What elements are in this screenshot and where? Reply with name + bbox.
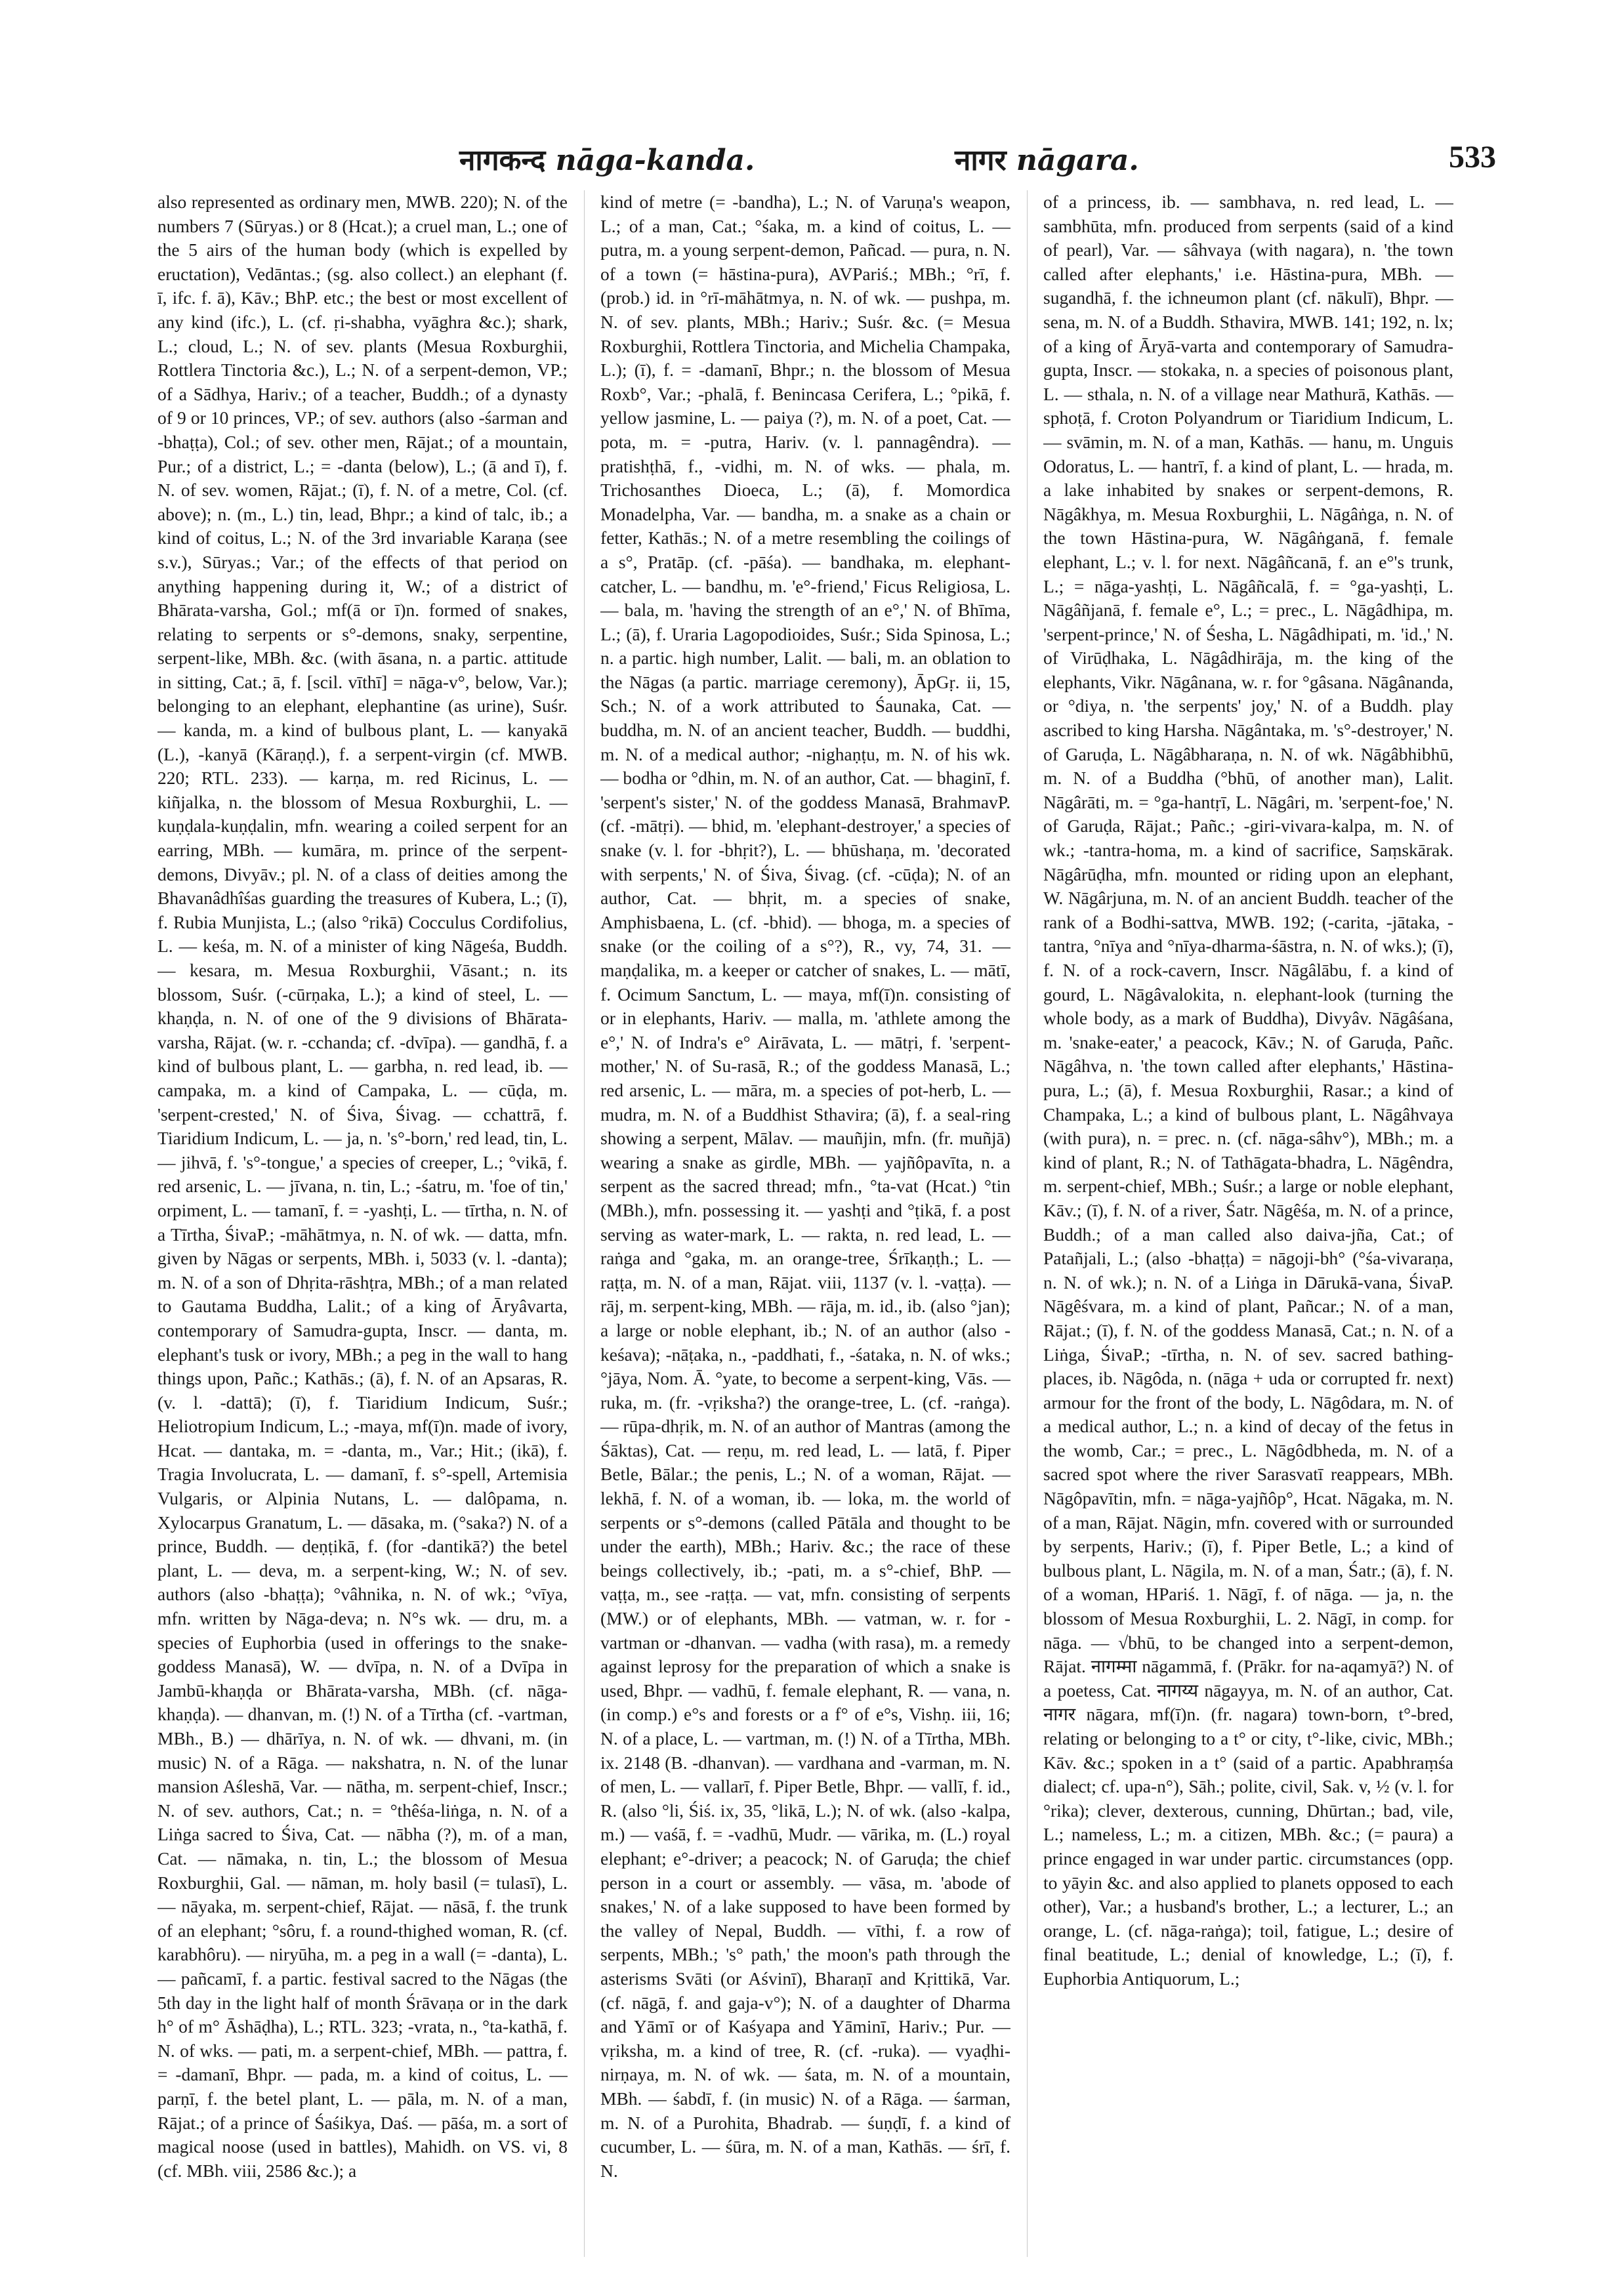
running-header xyxy=(157,139,1496,185)
column-1 xyxy=(157,190,568,2257)
left-headword-roman: nāga-kanda. xyxy=(555,144,755,177)
column-1-text: also represented as ordinary men, MWB. 220); N. of the numbers 7 (Sūryas.) or 8 (Hcat.); a cruel man, L.; one of the 5 airs of the human body (which is expelled by eructation), Vedāntas.; (sg. also collect.) an elephant (f. ī, ifc. f. ā), Kāv.; BhP. etc.; the best or most excellent of any kind (ifc.), L. (cf. ṛi-shabha, vyāghra &c.); shark, L.; cloud, L.; N. of sev. plants (Mesua Roxburghii, Rottlera Tinctoria &c.), L.; N. of a serpent-demon, VP.; of a Sādhya, Hariv.; of a teacher, Buddh.; of a dynasty of 9 or 10 princes, VP.; of sev. authors (also -śarman and -bhaṭṭa), Col.; of sev. other men, Rājat.; of a mountain, Pur.; of a district, L.; = -danta (below), L.; (ā and ī), f. N. of sev. women, Rājat.; (ī), f. N. of a metre, Col. (cf. above); n. (m., L.) tin, lead, Bhpr.; a kind of talc, ib.; a kind of coitus, L.; N. of the 3rd invariable Karaṇa (see s.v.), Sūryas.; Var.; of the effects of that period on anything happening during it, W.; of a district of Bhārata-varsha, Gol.; mf(ā or ī)n. formed of snakes, relating to serpents or s°-demons, snaky, serpentine, serpent-like, MBh. &c. (with āsana, n. a partic. attitude in sitting, Cat.; ā, f. [scil. vīthī] = nāga-v°, below, Var.); belonging to an elephant, elephantine (as urine), Suśr. — kanda, m. a kind of bulbous plant, L. — kanyakā (L.), -kanyā (Kāraṇḍ.), f. a serpent-virgin (cf. MWB. 220; RTL. 233). — karṇa, m. red Ricinus, L. — kiñjalka, n. the blossom of Mesua Roxburghii, L. — kuṇḍala-kuṇḍalin, mfn. wearing a coiled serpent for an earring, MBh. — kumāra, m. prince of the serpent-demons, Divyāv.; pl. N. of a class of deities among the Bhavanâdhîśas guarding the treasures of Kubera, L.; (ī), f. Rubia Munjista, L.; (also °rikā) Cocculus Cordifolius, L. — keśa, m. N. of a minister of king Nāgeśa, Buddh. — kesara, m. Mesua Roxburghii, Vāsant.; n. its blossom, Suśr. (-cūrṇaka, L.); a kind of steel, L. — khaṇḍa, n. N. of one of the 9 divisions of Bhārata-varsha, Rājat. (w. r. -cchanda; cf. -dvīpa). — gandhā, f. a kind of bulbous plant, L. — garbha, n. red lead, ib. — campaka, m. a kind of Campaka, L. — cūḍa, m. 'serpent-crested,' N. of Śiva, Śivag. — cchattrā, f. Tiaridium Indicum, L. — ja, n. 's°-born,' red lead, tin, L. — jihvā, f. 's°-tongue,' a species of creeper, L.; °vikā, f. red arsenic, L. — jīvana, n. tin, L.; -śatru, m. 'foe of tin,' orpiment, L. — tamanī, f. = -yashṭi, L. — tīrtha, n. N. of a Tīrtha, ŚivaP.; -māhātmya, n. N. of wk. — datta, mfn. given by Nāgas or serpents, MBh. i, 5033 (v. l. -danta); m. N. of a son of Dhṛita-rāshṭra, MBh.; of a man related to Gautama Buddha, Lalit.; of a king of Āryâvarta, contemporary of Samudra-gupta, Inscr. — danta, m. elephant's tusk or ivory, MBh.; a peg in the wall to hang things upon, Pañc.; Kathās.; (ā), f. N. of an Apsaras, R. (v. l. -dattā); (ī), f. Tiaridium Indicum, Suśr.; Heliotropium Indicum, L.; -maya, mf(ī)n. made of ivory, Hcat. — dantaka, m. = -danta, m., Var.; Hit.; (ikā), f. Tragia Involucrata, L. — damanī, f. s°-spell, Artemisia Vulgaris, or Alpinia Nutans, L. — dalôpama, n. Xylocarpus Granatum, L. — dāsaka, m. (°saka?) N. of a prince, Buddh. — deṇṭikā, f. (for -dantikā?) the betel plant, L. — deva, m. a serpent-king, W.; N. of sev. authors (also -bhaṭṭa); °vâhnika, n. N. of wk.; °vīya, mfn. written by Nāga-deva; n. N°s wk. — dru, m. a species of Euphorbia (used in offerings to the snake-goddess Manasā), W. — dvīpa, n. N. of a Dvīpa in Jambū-khaṇḍa or Bhārata-varsha, MBh. (cf. nāga-khaṇḍa). — dhanvan, m. (!) N. of a Tīrtha (cf. -vartman, MBh., B.) — dhārīya, n. N. of wk. — dhvani, m. (in music) N. of a Rāga. — nakshatra, n. N. of the lunar mansion Aśleshā, Var. — nātha, m. serpent-chief, Inscr.; N. of sev. authors, Cat.; n. = °thêśa-liṅga, n. N. of a Liṅga sacred to Śiva, Cat. — nābha (?), m. of a man, Cat. — nāmaka, n. tin, L.; the blossom of Mesua Roxburghii, Gal. — nāman, m. holy basil (= tulasī), L. — nāyaka, m. serpent-chief, Rājat. — nāsā, f. the trunk of an elephant; °sôru, f. a round-thighed woman, R. (cf. karabhôru). — niryūha, m. a peg in a wall (= -danta), L. — pañcamī, f. a partic. festival sacred to the Nāgas (the 5th day in the light half of month Śrāvaṇa or in the dark h° of m° Āshāḍha), L.; RTL. 323; -vrata, n., °ta-kathā, f. N. of wks. — pati, m. a serpent-chief, MBh. — pattra, f. = -damanī, Bhpr. — pada, m. a kind of coitus, L. — parṇī, f. the betel plant, L. — pāla, m. N. of a man, Rājat.; of a prince of Śaśikya, Daś. — pāśa, m. a sort of magical noose (used in battles), Mahidh. on VS. vi, 8 (cf. MBh. viii, 2586 &c.); a xyxy=(157,192,568,2181)
column-3-text: of a princess, ib. — sambhava, n. red lead, L. — sambhūta, mfn. produced from serpents (said of a kind of pearl), Var. — sâhvaya (with nagara), n. 'the town called after elephants,' i.e. Hāstina-pura, MBh. — sugandhā, f. the ichneumon plant (cf. nākulī), Bhpr. — sena, m. N. of a Buddh. Sthavira, MWB. 141; 192, n. lx; of a king of Āryā-varta and contemporary of Samudra-gupta, Inscr. — stokaka, n. a species of poisonous plant, L. — sthala, n. N. of a village near Mathurā, Kathās. — sphoṭā, f. Croton Polyandrum or Tiaridium Indicum, L. — svāmin, m. N. of a man, Kathās. — hanu, m. Unguis Odoratus, L. — hantrī, f. a kind of plant, L. — hrada, m. a lake inhabited by snakes or serpent-demons, R. Nāgâkhya, m. Mesua Roxburghii, L. Nāgâṅga, n. N. of the town Hāstina-pura, W. Nāgâṅganā, f. female elephant, L.; v. l. for next. Nāgâñcanā, f. an e°'s trunk, L.; = nāga-yashṭi, L. Nāgâñcalā, f. = °ga-yashṭi, L. Nāgâñjanā, f. female e°, L.; = prec., L. Nāgâdhipa, m. 'serpent-prince,' N. of Śesha, L. Nāgâdhipati, m. 'id.,' N. of Virūḍhaka, L. Nāgâdhirāja, m. the king of the elephants, Vikr. Nāgânana, w. r. for °gâsana. Nāgânanda, or °diya, n. 'the serpents' joy,' N. of a Buddh. play ascribed to king Harsha. Nāgântaka, m. 's°-destroyer,' N. of Garuḍa, L. Nāgâbharaṇa, n. N. of wk. Nāgâbhibhū, m. N. of a Buddha (°bhū, of another man), Lalit. Nāgârāti, m. = °ga-hantṛī, L. Nāgâri, m. 'serpent-foe,' N. of Garuḍa, Rājat.; Pañc.; -giri-vivara-kalpa, m. N. of wk.; -tantra-homa, m. a kind of sacrifice, Saṃskārak. Nāgârūḍha, mfn. mounted or riding upon an elephant, W. Nāgârjuna, m. N. of an ancient Buddh. teacher of the rank of a Bodhi-sattva, MWB. 192; (-carita, -jātaka, -tantra, °nīya and °nīya-dharma-śāstra, n. N. of wks.); (ī), f. N. of a rock-cavern, Inscr. Nāgâlābu, f. a kind of gourd, L. Nāgâvalokita, n. elephant-look (turning the whole body, as a mark of Buddha), Divyâv. Nāgâśana, m. 'snake-eater,' a peacock, Kāv.; N. of Garuḍa, Pañc. Nāgâhva, n. 'the town called after elephants,' Hāstina-pura, L.; (ā), f. Mesua Roxburghii, Rasar.; a kind of Champaka, L.; a kind of bulbous plant, L. Nāgâhvaya (with pura), n. = prec. n. (cf. nāga-sâhv°), MBh.; m. a kind of plant, R.; N. of Tathāgata-bhadra, L. Nāgêndra, m. serpent-chief, MBh.; Suśr.; a large or noble elephant, Kāv.; (ī), f. N. of a river, Śatr. Nāgêśa, m. N. of a prince, Buddh.; of a man called also daiva-jña, Cat.; of Patañjali, L.; (also -bhaṭṭa) = nāgoji-bh° (°śa-vivaraṇa, n. N. of wk.); n. N. of a Liṅga in Dārukā-vana, ŚivaP. Nāgêśvara, m. a kind of plant, Pañcar.; N. of a man, Rājat.; (ī), f. N. of the goddess Manasā, Cat.; n. N. of a Liṅga, ŚivaP.; -tīrtha, n. N. of sev. sacred bathing-places, ib. Nāgôda, n. (nāga + uda or corrupted fr. next) armour for the front of the body, L. Nāgôdara, m. N. of a medical author, L.; n. a kind of decay of the fetus in the womb, Car.; = prec., L. Nāgôdbheda, m. N. of a sacred spot where the river Sarasvatī reappears, MBh. Nāgôpavītin, mfn. = nāga-yajñôp°, Hcat. Nāgaka, m. N. of a man, Rājat. Nāgin, mfn. covered with or surrounded by serpents, Hariv.; (ī), f. Piper Betle, L.; a kind of bulbous plant, L. Nāgila, m. N. of a man, Śatr.; (ā), f. N. of a woman, HPariś. 1. Nāgī, f. of nāga. — ja, n. the blossom of Mesua Roxburghii, L. 2. Nāgī, in comp. for nāga. — √bhū, to be changed into a serpent-demon, Rājat. नागम्मा nāgammā, f. (Prākr. for na-aqamyā?) N. of a poetess, Cat. नागय्य nāgayya, m. N. of an author, Cat. नागर nāgara, mf(ī)n. (fr. nagara) town-born, t°-bred, relating or belonging to a t° or city, t°-like, civic, MBh.; Kāv. &c.; spoken in a t° (said of a partic. Apabhraṃśa dialect; cf. upa-n°), Sāh.; polite, civil, Sak. v, ½ (v. l. for °rika); clever, dexterous, cunning, Dhūrtan.; bad, vile, L.; nameless, L.; m. a citizen, MBh. &c.; (= paura) a prince engaged in war under partic. circumstances (opp. to yāyin &c. and also applied to planets opposed to each other), Var.; a husband's brother, L.; a lecturer, L.; an orange, L. (cf. nāga-raṅga); toil, fatigue, L.; desire of final beatitude, L.; denial of knowledge, L.; (ī), f. Euphorbia Antiquorum, L.; xyxy=(1043,192,1453,1989)
column-divider-1 xyxy=(584,190,585,2257)
left-headword xyxy=(459,139,755,178)
column-divider-2 xyxy=(1027,190,1028,2257)
center-headword xyxy=(955,139,1139,178)
center-headword-devanagari: नागर xyxy=(955,144,1007,177)
column-3 xyxy=(1043,190,1453,2257)
page-number: 533 xyxy=(1449,140,1496,175)
center-headword-roman: nāgara. xyxy=(1016,144,1139,177)
column-2 xyxy=(600,190,1010,2257)
left-headword-devanagari: नागकन्द xyxy=(459,144,546,177)
column-2-text: kind of metre (= -bandha), L.; N. of Varuṇa's weapon, L.; of a man, Cat.; °śaka, m. a kind of coitus, L. — putra, m. a young serpent-demon, Pañcad. — pura, n. N. of a town (= hāstina-pura), AVPariś.; MBh.; °rī, f. (prob.) id. in °rī-māhātmya, n. N. of wk. — pushpa, m. N. of sev. plants, MBh.; Hariv.; Suśr. &c. (= Mesua Roxburghii, Rottlera Tinctoria, and Michelia Champaka, L.); (ī), f. = -damanī, Bhpr.; n. the blossom of Mesua Roxb°, Var.; -phalā, f. Benincasa Cerifera, L.; °pikā, f. yellow jasmine, L. — paiya (?), m. N. of a poet, Cat. — pota, m. = -putra, Hariv. (v. l. pannagêndra). — pratishṭhā, f., -vidhi, m. N. of wks. — phala, m. Trichosanthes Dioeca, L.; (ā), f. Momordica Monadelpha, Var. — bandha, m. a snake as a chain or fetter, Kathās.; N. of a metre resembling the coilings of a s°, Pratāp. (cf. -pāśa). — bandhaka, m. elephant-catcher, L. — bandhu, m. 'e°-friend,' Ficus Religiosa, L. — bala, m. 'having the strength of an e°,' N. of Bhīma, L.; (ā), f. Uraria Lagopodioides, Suśr.; Sida Spinosa, L.; n. a partic. high number, Lalit. — bali, m. an oblation to the Nāgas (a partic. marriage ceremony), ĀpGṛ. ii, 15, Sch.; N. of a work attributed to Śaunaka, Cat. — buddha, m. N. of an ancient teacher, Buddh. — buddhi, m. N. of a medical author; -nighaṇṭu, m. N. of his wk. — bodha or °dhin, m. N. of an author, Cat. — bhaginī, f. 'serpent's sister,' N. of the goddess Manasā, BrahmavP. (cf. -mātṛi). — bhid, m. 'elephant-destroyer,' a species of snake (v. l. for -bhṛit?), L. — bhūshaṇa, m. 'decorated with serpents,' N. of Śiva, Śivag. (cf. -cūḍa); N. of an author, Cat. — bhṛit, m. a species of snake, Amphisbaena, L. (cf. -bhid). — bhoga, m. a species of snake (or the coiling of a s°?), R., vy, 74, 31. — maṇḍalika, m. a keeper or catcher of snakes, L. — mātī, f. Ocimum Sanctum, L. — maya, mf(ī)n. consisting of or in elephants, Hariv. — malla, m. 'athlete among the e°,' N. of Indra's e° Airāvata, L. — mātṛi, f. 'serpent-mother,' N. of Su-rasā, R.; of the goddess Manasā, L.; red arsenic, L. — māra, m. a species of pot-herb, L. — mudra, m. N. of a Buddhist Sthavira; (ā), f. a seal-ring showing a serpent, Mālav. — mauñjin, mfn. (fr. muñjā) wearing a snake as girdle, MBh. — yajñôpavīta, n. a serpent as the sacred thread; mfn., °ta-vat (Hcat.) °tin (MBh.), mfn. possessing it. — yashṭi and °ṭikā, f. a post serving as water-mark, L. — rakta, n. red lead, L. — raṅga and °gaka, m. an orange-tree, Śrīkaṇṭh.; L. — raṭṭa, m. N. of a man, Rājat. viii, 1137 (v. l. -vaṭṭa). — rāj, m. serpent-king, MBh. — rāja, m. id., ib. (also °jan); a large or noble elephant, ib.; N. of an author (also -keśava); -nāṭaka, n., -paddhati, f., -śataka, n. N. of wks.; °jāya, Nom. Ā. °yate, to become a serpent-king, Vās. — ruka, m. (fr. -vṛiksha?) the orange-tree, L. (cf. -raṅga). — rūpa-dhṛik, m. N. of an author of Mantras (among the Śāktas), Cat. — reṇu, m. red lead, L. — latā, f. Piper Betle, Bālar.; the penis, L.; N. of a woman, Rājat. — lekhā, f. N. of a woman, ib. — loka, m. the world of serpents or s°-demons (called Pātāla and thought to be under the earth), MBh.; Hariv. &c.; the race of these beings collectively, ib.; -pati, m. a s°-chief, BhP. — vaṭṭa, m., see -raṭṭa. — vat, mfn. consisting of serpents (MW.) or of elephants, MBh. — vatman, w. r. for -vartman or -dhanvan. — vadha (with rasa), m. a remedy against leprosy for the preparation of which a snake is used, Bhpr. — vadhū, f. female elephant, R. — vana, n. (in comp.) e°s and forests or a f° of e°s, Vishṇ. iii, 16; N. of a place, L. — vartman, m. (!) N. of a Tīrtha, MBh. ix. 2148 (B. -dhanvan). — vardhana and -varman, m. N. of men, L. — vallarī, f. Piper Betle, Bhpr. — vallī, f. id., R. (also °li, Śiś. ix, 35, °likā, L.); N. of wk. (also -kalpa, m.) — vaśā, f. = -vadhū, Mudr. — vārika, m. (L.) royal elephant; e°-driver; a peacock; N. of Garuḍa; the chief person in a court or assembly. — vāsa, m. 'abode of snakes,' N. of a lake supposed to have been formed by the valley of Nepal, Buddh. — vīthi, f. a row of serpents, MBh.; 's° path,' the moon's path through the asterisms Svāti (or Aśvinī), Bharaṇī and Kṛittikā, Var. (cf. nāgā, f. and gaja-v°); N. of a daughter of Dharma and Yāmī or of Kaśyapa and Yāminī, Hariv.; Pur. — vṛiksha, m. a kind of tree, R. (cf. -ruka). — vyaḍhi-nirṇaya, m. N. of wk. — śata, m. N. of a mountain, MBh. — śabdī, f. (in music) N. of a Rāga. — śarman, m. N. of a Purohita, Bhadrab. — śuṇḍī, f. a kind of cucumber, L. — śūra, m. N. of a man, Kathās. — śrī, f. N. xyxy=(600,192,1010,2181)
